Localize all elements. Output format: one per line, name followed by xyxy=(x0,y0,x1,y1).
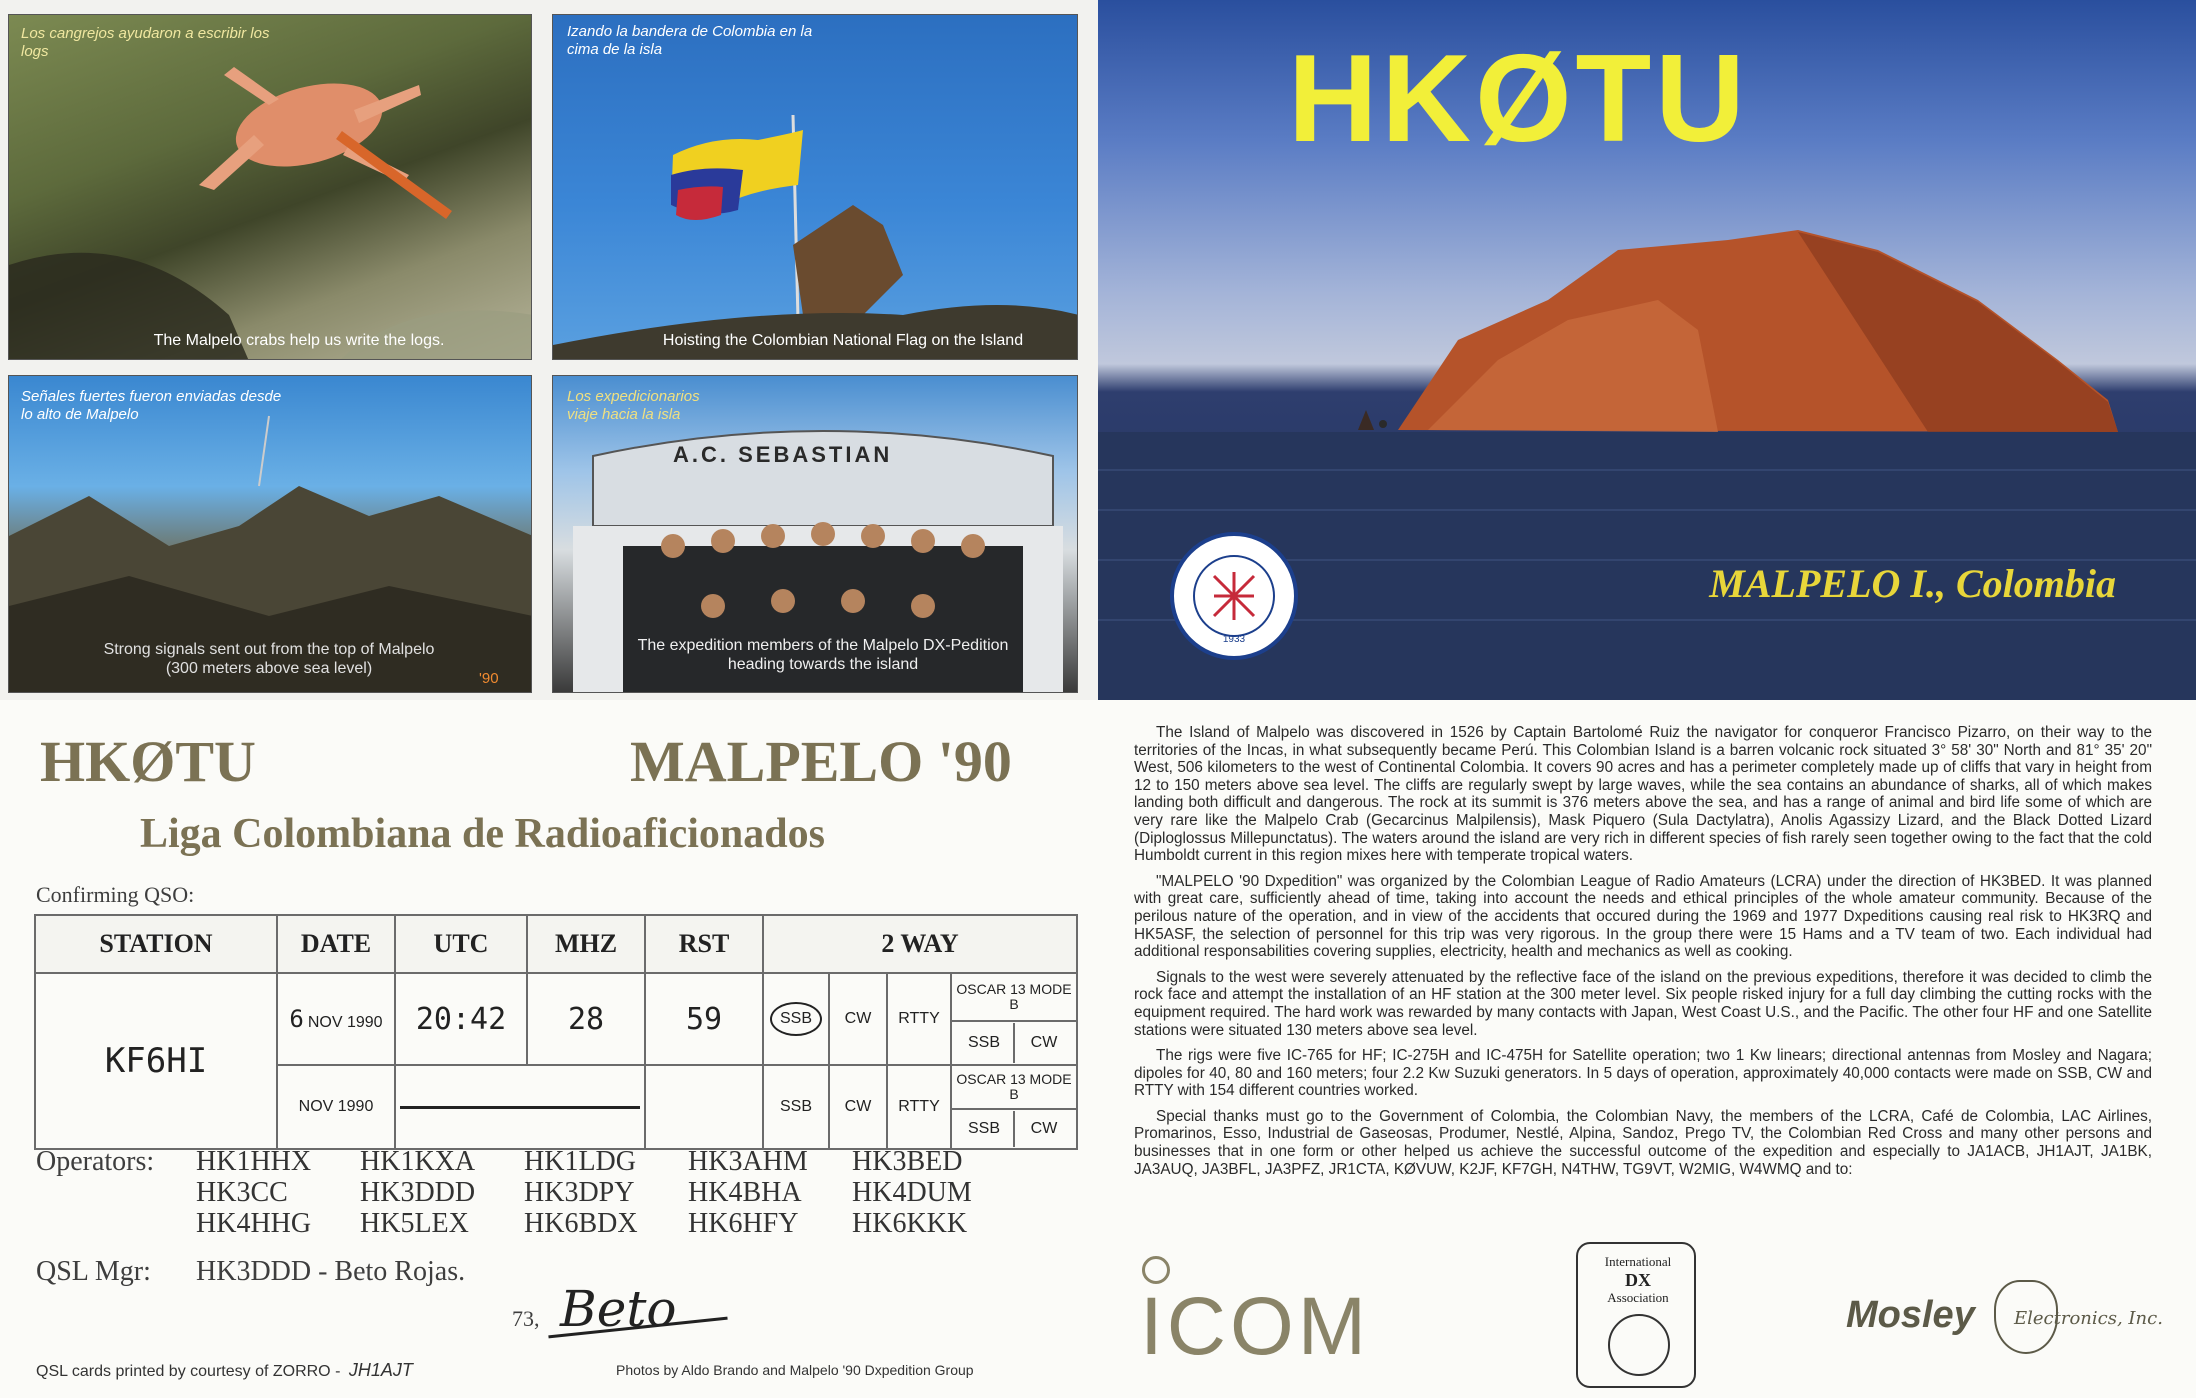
mhz-value: 28 xyxy=(527,973,645,1065)
header-utc: UTC xyxy=(395,915,527,973)
boat-caption-en: The expedition members of the Malpelo DX-Pedition heading towards the island xyxy=(637,637,1009,673)
operators-label: Operators: xyxy=(36,1146,155,1177)
date-month-year-2: NOV 1990 xyxy=(277,1065,395,1149)
operator-callsign: HK1KXA xyxy=(360,1146,476,1177)
cover-photo xyxy=(1098,0,2196,700)
mosley-subtitle: Electronics, Inc. xyxy=(2014,1308,2163,1329)
globe-icon xyxy=(1608,1314,1670,1376)
icom-wordmark: ICOM xyxy=(1140,1281,1371,1372)
mode-ssb-2: SSB xyxy=(763,1065,829,1149)
log-header-row xyxy=(35,915,1077,973)
description-paragraph: The rigs were five IC-765 for HF; IC-275H and IC-475H for Satellite operation; two 1 Kw linears; directional antennas from Mosley and Nagara; dipoles for 40, 80 and 160 meters; four 2.2 Kw Suzuki generators. In 5 days of operation, approximately 40,000 contacts were made on SSB, CW and RTTY with 154 different countries worked. xyxy=(1134,1047,2152,1100)
printed-by-call: JH1AJT xyxy=(348,1360,413,1380)
date-cell-1 xyxy=(277,973,395,1065)
idxa-line1: International xyxy=(1604,1254,1672,1269)
mode-rtty-1: RTTY xyxy=(887,973,951,1065)
empty-rst-2 xyxy=(645,1065,763,1149)
oscar-text-2: OSCAR 13 MODE B xyxy=(956,1071,1072,1102)
log-row-1a xyxy=(35,973,1077,1021)
header-two-way: 2 WAY xyxy=(763,915,1077,973)
header-mhz: MHZ xyxy=(527,915,645,973)
crab-caption-es: Los cangrejos ayudaron a escribir los logs xyxy=(21,25,270,60)
photo-boat xyxy=(552,375,1078,693)
boat-caption-es: Los expedicionarios viaje hacia la isla xyxy=(567,388,700,423)
operator-callsign: HK3DPY xyxy=(524,1177,635,1208)
description-paragraph: "MALPELO '90 Dxpedition" was organized by the Colombian League of Radio Amateurs (LCRA) under the direction of HK3BED. It was planned with great care, sufficiently ahead of time, taking into account the needs and ethical principles of the whole amateur community. Because of the perilous nature of the operation, and in view of the accidents that occured during the 1969 and 1977 Dxpeditions causing real risk to HK3RQ and HK5ASF, the selection of personnel for this trip was very rigorous. In the group there were 15 Hams and a TV team of two. Each individual had additional responsabilities covering supplies, electricity, health and mechanics as well as cooking. xyxy=(1134,872,2152,961)
flag-illustration xyxy=(553,15,1078,360)
cover-callsign: HKØTU xyxy=(1288,30,1749,168)
operator-callsign: HK6BDX xyxy=(524,1208,638,1239)
operators-row xyxy=(196,1208,1076,1239)
oscar-label-2 xyxy=(951,1065,1077,1109)
description-text xyxy=(1134,724,2152,1186)
idxa-line2: DX xyxy=(1625,1270,1651,1290)
mode-rtty-2: RTTY xyxy=(887,1065,951,1149)
qsl-manager: HK3DDD - Beto Rojas. xyxy=(196,1256,466,1287)
oscar-cw-2: CW xyxy=(1030,1120,1058,1137)
printed-by xyxy=(36,1360,413,1381)
blank-line-cell xyxy=(395,1065,645,1149)
header-station: STATION xyxy=(35,915,277,973)
description-paragraph: Signals to the west were severely attenuated by the reflective face of the island on the previous expeditions, therefore it was decided to climb the rock face and attempt the installation of an HF station at the 300 meter level. Six people risked injury for a full day climbing the cutting rocks with the equipment required. The hard work was rewarded by many contacts with Japan, West Coast U.S., and the Pacific. The other four HF and one Satellite stations were situated 130 meters above sea level. xyxy=(1134,968,2152,1039)
photo-date-stamp: '90 xyxy=(479,670,499,687)
printed-by-text: QSL cards printed by courtesy of ZORRO - xyxy=(36,1363,341,1380)
header-date: DATE xyxy=(277,915,395,973)
blank-handwritten-line xyxy=(400,1106,640,1109)
operator-callsign: HK3BED xyxy=(852,1146,963,1177)
date-day: 6 xyxy=(289,1005,304,1033)
mode-cw-2: CW xyxy=(829,1065,887,1149)
oscar-ssb-2: SSB xyxy=(955,1111,1015,1147)
oscar-text-1: OSCAR 13 MODE B xyxy=(956,981,1072,1012)
operator-callsign: HK5LEX xyxy=(360,1208,469,1239)
operator-callsign: HK3DDD xyxy=(360,1177,476,1208)
operator-callsign: HK4DUM xyxy=(852,1177,972,1208)
boat-name: A.C. SEBASTIAN xyxy=(673,442,893,467)
crab-illustration xyxy=(9,15,532,360)
signature: Beto xyxy=(560,1280,677,1338)
photos-credit: Photos by Aldo Brando and Malpelo '90 Dxpedition Group xyxy=(616,1362,974,1378)
confirming-label: Confirming QSO: xyxy=(36,882,195,907)
date-month-year-1: NOV 1990 xyxy=(307,1014,383,1031)
operator-callsign: HK1LDG xyxy=(524,1146,636,1177)
photo-signals xyxy=(8,375,532,693)
seal-year: 1933 xyxy=(1222,634,1246,645)
operators-row xyxy=(196,1146,1076,1177)
qsl-manager-label: QSL Mgr: xyxy=(36,1256,151,1287)
lcra-seal xyxy=(1170,532,1298,660)
qsl-callsign: HKØTU xyxy=(40,729,256,794)
utc-value: 20:42 xyxy=(395,973,527,1065)
station-callsign: KF6HI xyxy=(35,973,277,1149)
operator-callsign: HK3CC xyxy=(196,1177,288,1208)
qsl-league: Liga Colombiana de Radioaficionados xyxy=(140,811,825,857)
operators-row xyxy=(196,1177,1076,1208)
photo-flag xyxy=(552,14,1078,360)
oscar-modes-2 xyxy=(951,1109,1077,1149)
signoff: 73, xyxy=(512,1306,540,1331)
description-paragraph: The Island of Malpelo was discovered in 1526 by Captain Bartolomé Ruiz the navigator for conqueror Francisco Pizarro, on their way to the territories of the Incas, in what subsequently became Perú. This Colombian Island is a barren volcanic rock situated 3° 58' 30" North and 81° 35' 20" West, 506 kilometers to the west of Continental Colombia. It covers 90 acres and has a perimeter completely made up of cliffs that vary in height from 12 to 150 meters above sea level. The cliffs are regularly swept by large waves, while the sea contains an abundance of sharks, all of which makes landing both difficult and dangerous. The rock at its summit is 376 meters above the sea, and has a range of animal and bird life some of which are very rare like the Malpelo Crab (Gecarcinus Malpilensis), Mask Piquero (Sula Dactylatra), Anolis Agassizy Lizard, and the Black Dotted Lizard (Diploglossus Millepunctatus). The waters around the island are very rich in different species of fish rarely seen together owing to the fact that the cold Humboldt current in this region mixes here with temperate tropical waters. xyxy=(1134,724,2152,865)
crab-caption-en: The Malpelo crabs help us write the logs. xyxy=(153,332,445,349)
rst-value: 59 xyxy=(645,973,763,1065)
qsl-event: MALPELO '90 xyxy=(630,729,1012,794)
mosley-wordmark: Mosley xyxy=(1846,1294,1975,1336)
qsl-card xyxy=(0,700,1098,1398)
mode-ssb-1-circled: SSB xyxy=(770,1002,822,1036)
oscar-cw-1: CW xyxy=(1030,1034,1058,1051)
idxa-logo xyxy=(1576,1242,1696,1388)
operator-callsign: HK4BHA xyxy=(688,1177,802,1208)
icom-logo xyxy=(1140,1256,1440,1376)
cover-location: MALPELO I., Colombia xyxy=(1709,561,2116,606)
operator-callsign: HK6KKK xyxy=(852,1208,968,1239)
operator-callsign: HK6HFY xyxy=(688,1208,799,1239)
oscar-label-1 xyxy=(951,973,1077,1021)
description-paragraph: Special thanks must go to the Government of Colombia, the Colombian Navy, the members of the LCRA, Café de Colombia, LAC Airlines, Promarinos, Esso, Industrial de Gaseosas, Produmer, Nestlé, Alpina, Sandoz, Prego TV, the Colombian Red Cross and many other persons and businesses that in one form or other helped us achieve the successful outcome of the expedition and especially to JA1ACB, JH1AJT, JA1BK, JA3AUQ, JA3BFL, JA3PFZ, JR1CTA, KØVUW, K2JF, KF7GH, N4THW, TG9VT, W2MIG, W4WMQ and to: xyxy=(1134,1107,2152,1178)
signals-caption-en: Strong signals sent out from the top of Malpelo (300 meters above sea level) xyxy=(103,641,435,677)
operator-callsign: HK4HHG xyxy=(196,1208,312,1239)
mode-ssb-1 xyxy=(763,973,829,1065)
mode-cw-1: CW xyxy=(829,973,887,1065)
description-panel xyxy=(1098,700,2196,1398)
operator-callsign: HK1HHX xyxy=(196,1146,312,1177)
oscar-ssb-1: SSB xyxy=(955,1023,1015,1063)
qso-log-table xyxy=(34,914,1078,1150)
operator-callsign: HK3AHM xyxy=(688,1146,808,1177)
header-rst: RST xyxy=(645,915,763,973)
flag-caption-es: Izando la bandera de Colombia en la cima de la isla xyxy=(567,23,813,58)
photo-crab xyxy=(8,14,532,360)
mosley-logo xyxy=(1846,1280,2166,1360)
operators-list xyxy=(196,1146,1076,1239)
signals-caption-es: Señales fuertes fueron enviadas desde lo alto de Malpelo xyxy=(21,388,282,423)
idxa-line3: Association xyxy=(1607,1290,1669,1305)
flag-caption-en: Hoisting the Colombian National Flag on the Island xyxy=(662,332,1024,349)
oscar-modes-1 xyxy=(951,1021,1077,1065)
